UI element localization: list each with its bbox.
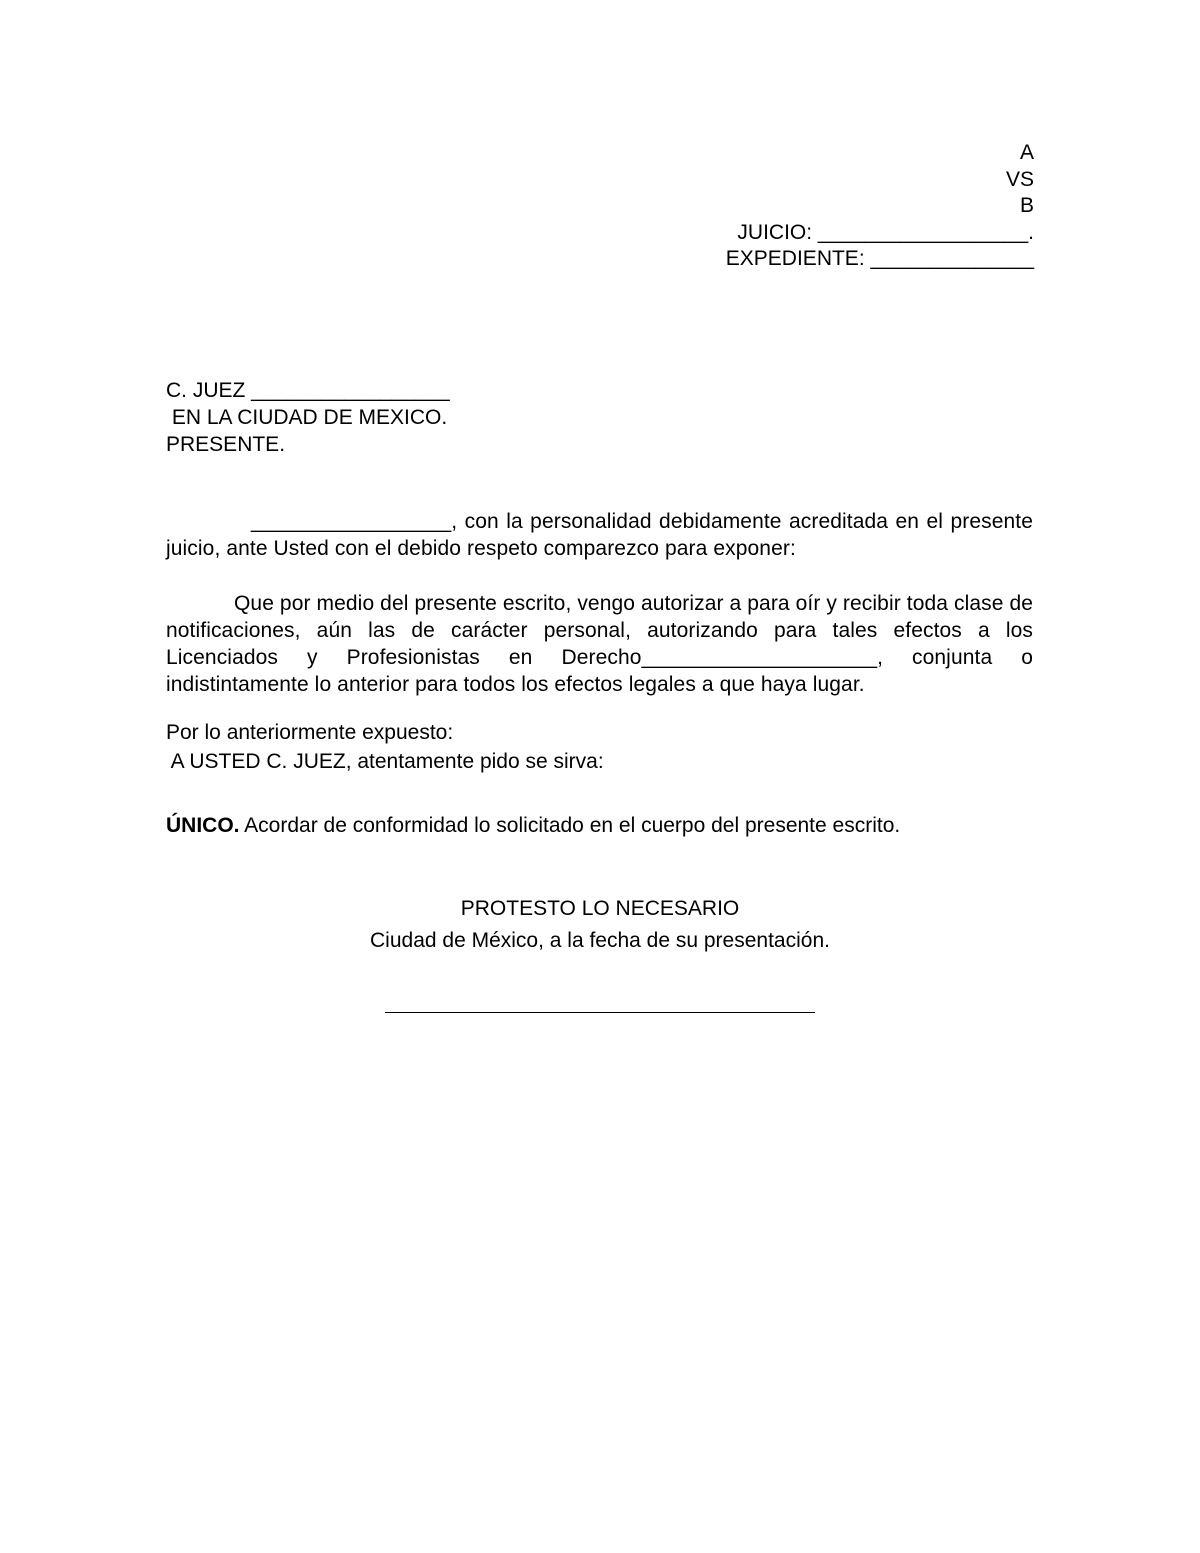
place-date-line: Ciudad de México, a la fecha de su presentación. <box>370 929 830 952</box>
closing-block <box>166 718 1033 776</box>
authorization-paragraph-text: Que por medio del presente escrito, vengo autorizar a para oír y recibir toda clase de notificaciones, aún las de carácter personal, autorizando para tales efectos a los Licenciados y Profesionistas en Derecho____________________, conjunta o indistintamente lo anterior para todos los efectos legales a que haya lugar. <box>166 592 1033 696</box>
versus-label: VS <box>1005 167 1034 191</box>
expediente-line: EXPEDIENTE: ______________ <box>725 247 1034 270</box>
party-a: A <box>1019 141 1034 164</box>
intro-paragraph <box>166 508 1033 562</box>
petition-text: Acordar de conformidad lo solicitado en el cuerpo del presente escrito. <box>239 814 901 837</box>
presente-line: PRESENTE. <box>166 433 286 456</box>
judge-line: C. JUEZ _________________ <box>166 379 450 402</box>
closing-line-2: A USTED C. JUEZ, atentamente pido se sirva: <box>166 750 604 773</box>
authorization-paragraph <box>166 590 1033 698</box>
petition-line <box>166 812 1033 840</box>
signature-line <box>385 1012 815 1013</box>
closing-line-1: Por lo anteriormente expuesto: <box>166 721 454 744</box>
juicio-line: JUICIO: __________________. <box>737 220 1034 244</box>
intro-paragraph-text: _________________, con la personalidad debidamente acreditada en el presente juicio, ante Usted con el debido respeto comparezco para exponer: <box>166 510 1033 560</box>
signature-block <box>300 893 900 957</box>
addressee-block <box>166 377 766 458</box>
case-header <box>600 140 1034 273</box>
party-b: B <box>1019 194 1034 217</box>
protesto-line: PROTESTO LO NECESARIO <box>460 897 740 920</box>
petition-label: ÚNICO. <box>166 814 240 837</box>
city-line: EN LA CIUDAD DE MEXICO. <box>166 406 448 429</box>
